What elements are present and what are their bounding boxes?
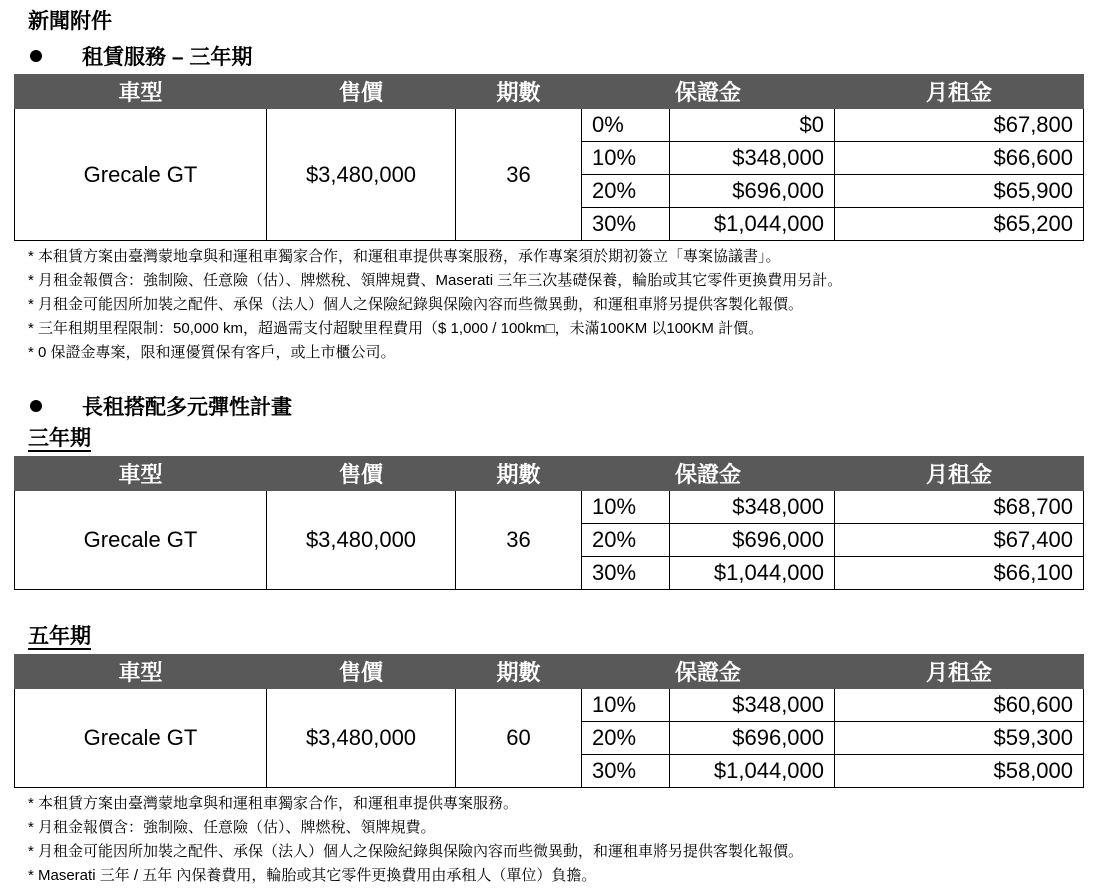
table-header-row xyxy=(15,457,1084,491)
price-cell: $3,480,000 xyxy=(267,109,456,241)
rent-cell: $65,200 xyxy=(835,208,1084,241)
section1-heading xyxy=(28,44,252,72)
header-model: 車型 xyxy=(15,655,267,689)
bullet-icon xyxy=(30,50,42,62)
header-price: 售價 xyxy=(267,457,456,491)
note-line: * 本租賃方案由臺灣蒙地拿與和運租車獨家合作，和運租車提供專案服務。 xyxy=(28,795,519,812)
header-rent: 月租金 xyxy=(835,75,1084,109)
model-cell: Grecale GT xyxy=(15,689,267,788)
section2-heading xyxy=(28,394,292,422)
lease-table-3yr xyxy=(14,74,1084,241)
table-row xyxy=(15,491,1084,524)
rent-cell: $68,700 xyxy=(835,491,1084,524)
deposit-pct-cell: 20% xyxy=(582,524,670,557)
page-title: 新聞附件 xyxy=(28,10,112,33)
flex-table-3yr xyxy=(14,456,1084,590)
rent-cell: $59,300 xyxy=(835,722,1084,755)
note-line: * 月租金報價含：強制險、任意險（估）、牌燃稅、領牌規費、Maserati 三年三次基礎保養，輪胎或其它零件更換費用另計。 xyxy=(28,272,843,289)
deposit-pct-cell: 0% xyxy=(582,109,670,142)
note-line: * 月租金報價含：強制險、任意險（估）、牌燃稅、領牌規費。 xyxy=(28,819,436,836)
term-cell: 36 xyxy=(456,109,582,241)
table-header-row xyxy=(15,75,1084,109)
sub1-label xyxy=(28,426,91,452)
note-line: * Maserati 三年 / 五年 內保養費用，輪胎或其它零件更換費用由承租人（單位）負擔。 xyxy=(28,867,597,884)
table-header-row xyxy=(15,655,1084,689)
deposit-amount-cell: $0 xyxy=(670,109,835,142)
deposit-pct-cell: 10% xyxy=(582,142,670,175)
deposit-amount-cell: $348,000 xyxy=(670,491,835,524)
header-term: 期數 xyxy=(456,75,582,109)
bullet-icon xyxy=(30,400,42,412)
header-term: 期數 xyxy=(456,655,582,689)
section1-heading-text: 租賃服務 – 三年期 xyxy=(82,46,253,69)
deposit-amount-cell: $1,044,000 xyxy=(670,208,835,241)
model-cell: Grecale GT xyxy=(15,109,267,241)
deposit-pct-cell: 20% xyxy=(582,175,670,208)
header-price: 售價 xyxy=(267,75,456,109)
price-cell: $3,480,000 xyxy=(267,491,456,590)
note-line: * 本租賃方案由臺灣蒙地拿與和運租車獨家合作，和運租車提供專案服務，承作專案須於期初簽立「專案協議書」。 xyxy=(28,248,781,265)
note-line: * 0 保證金專案，限和運優質保有客戶，或上市櫃公司。 xyxy=(28,344,396,361)
deposit-pct-cell: 20% xyxy=(582,722,670,755)
table-row xyxy=(15,109,1084,142)
section2-heading-text: 長租搭配多元彈性計畫 xyxy=(82,396,292,419)
deposit-amount-cell: $696,000 xyxy=(670,175,835,208)
rent-cell: $67,400 xyxy=(835,524,1084,557)
rent-cell: $58,000 xyxy=(835,755,1084,788)
header-rent: 月租金 xyxy=(835,655,1084,689)
section2-notes xyxy=(28,792,803,888)
note-line: * 三年租期里程限制：50,000 km，超過需支付超駛里程費用（$ 1,000 / 100km□，未滿100KM 以100KM 計價。 xyxy=(28,320,764,337)
note-line: * 月租金可能因所加裝之配件、承保（法人）個人之保險紀錄與保險內容而些微異動，和運租車將另提供客製化報價。 xyxy=(28,843,804,860)
header-deposit: 保證金 xyxy=(582,457,835,491)
rent-cell: $67,800 xyxy=(835,109,1084,142)
deposit-pct-cell: 30% xyxy=(582,208,670,241)
deposit-amount-cell: $1,044,000 xyxy=(670,557,835,590)
table-row xyxy=(15,689,1084,722)
deposit-pct-cell: 30% xyxy=(582,557,670,590)
sub1-label-text: 三年期 xyxy=(28,427,91,450)
section1-notes xyxy=(28,245,842,365)
note-line: * 月租金可能因所加裝之配件、承保（法人）個人之保險紀錄與保險內容而些微異動，和運租車將另提供客製化報價。 xyxy=(28,296,804,313)
rent-cell: $65,900 xyxy=(835,175,1084,208)
price-cell: $3,480,000 xyxy=(267,689,456,788)
deposit-amount-cell: $696,000 xyxy=(670,524,835,557)
header-price: 售價 xyxy=(267,655,456,689)
rent-cell: $66,600 xyxy=(835,142,1084,175)
deposit-amount-cell: $348,000 xyxy=(670,142,835,175)
deposit-pct-cell: 10% xyxy=(582,689,670,722)
deposit-amount-cell: $1,044,000 xyxy=(670,755,835,788)
sub2-label xyxy=(28,624,91,650)
header-model: 車型 xyxy=(15,75,267,109)
rent-cell: $60,600 xyxy=(835,689,1084,722)
deposit-amount-cell: $348,000 xyxy=(670,689,835,722)
header-term: 期數 xyxy=(456,457,582,491)
deposit-pct-cell: 10% xyxy=(582,491,670,524)
header-deposit: 保證金 xyxy=(582,75,835,109)
deposit-amount-cell: $696,000 xyxy=(670,722,835,755)
sub2-label-text: 五年期 xyxy=(28,625,91,648)
rent-cell: $66,100 xyxy=(835,557,1084,590)
model-cell: Grecale GT xyxy=(15,491,267,590)
term-cell: 60 xyxy=(456,689,582,788)
term-cell: 36 xyxy=(456,491,582,590)
flex-table-5yr xyxy=(14,654,1084,788)
deposit-pct-cell: 30% xyxy=(582,755,670,788)
header-model: 車型 xyxy=(15,457,267,491)
header-deposit: 保證金 xyxy=(582,655,835,689)
header-rent: 月租金 xyxy=(835,457,1084,491)
